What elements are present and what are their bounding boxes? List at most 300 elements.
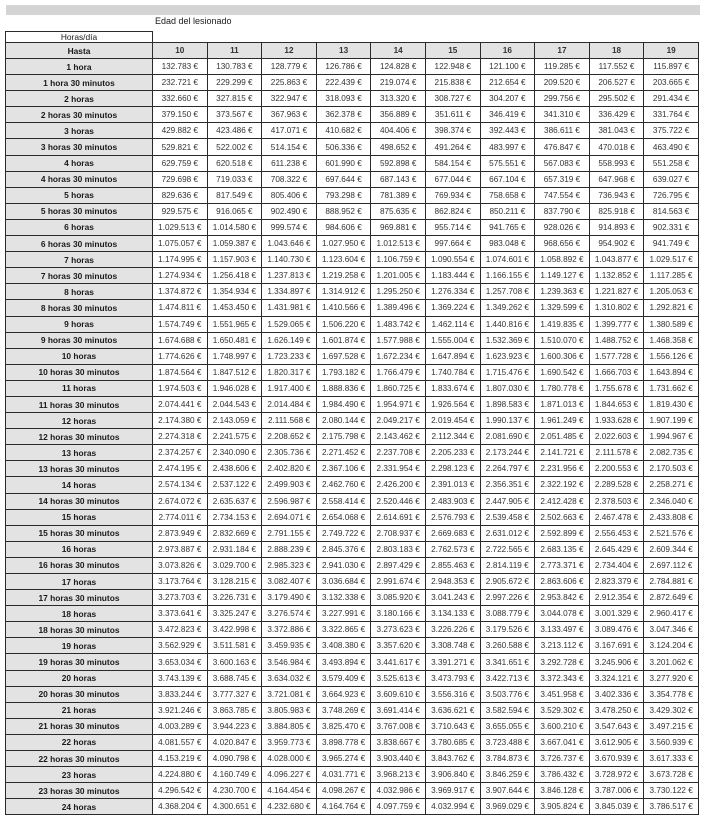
table-cell-amount: 3.721.081 € (262, 686, 317, 702)
table-cell-amount: 4.153.219 € (153, 751, 208, 767)
table-cell-amount: 3.511.581 € (207, 638, 262, 654)
table-row (6, 638, 699, 654)
row-label: 8 horas 30 minutos (6, 300, 153, 316)
table-cell-amount: 817.549 € (207, 187, 262, 203)
table-cell-amount: 2.855.463 € (425, 557, 480, 573)
table-cell-amount: 356.889 € (371, 107, 426, 123)
table-cell-amount: 3.341.651 € (480, 654, 535, 670)
table-cell-amount: 902.331 € (644, 219, 699, 235)
table-cell-amount: 1.276.334 € (425, 284, 480, 300)
table-cell-amount: 346.419 € (480, 107, 535, 123)
table-cell-amount: 222.439 € (316, 75, 371, 91)
row-label: 6 horas 30 minutos (6, 236, 153, 252)
table-cell-amount: 2.051.485 € (535, 429, 590, 445)
table-cell-amount: 3.308.748 € (425, 638, 480, 654)
table-cell-amount: 4.097.759 € (371, 799, 426, 815)
table-cell-amount: 3.691.414 € (371, 702, 426, 718)
table-cell-amount: 955.714 € (425, 219, 480, 235)
table-cell-amount: 1.380.589 € (644, 316, 699, 332)
table-cell-amount: 3.073.826 € (153, 557, 208, 573)
table-row (6, 493, 699, 509)
table-cell-amount: 1.532.369 € (480, 332, 535, 348)
table-cell-amount: 3.579.409 € (316, 670, 371, 686)
table-cell-amount: 1.926.564 € (425, 396, 480, 412)
table-row (6, 364, 699, 380)
table-cell-amount: 1.488.752 € (589, 332, 644, 348)
table-row (6, 187, 699, 203)
table-cell-amount: 1.847.512 € (207, 364, 262, 380)
table-cell-amount: 2.049.217 € (371, 413, 426, 429)
table-cell-amount: 483.997 € (480, 139, 535, 155)
table-cell-amount: 3.780.685 € (425, 734, 480, 750)
row-label: 5 horas (6, 187, 153, 203)
table-cell-amount: 3.088.779 € (480, 606, 535, 622)
table-cell-amount: 2.200.553 € (589, 461, 644, 477)
table-cell-amount: 837.790 € (535, 203, 590, 219)
table-cell-amount: 1.157.903 € (207, 252, 262, 268)
table-cell-amount: 4.098.267 € (316, 783, 371, 799)
table-cell-amount: 336.429 € (589, 107, 644, 123)
row-label: 10 horas 30 minutos (6, 364, 153, 380)
table-cell-amount: 2.208.652 € (262, 429, 317, 445)
table-cell-amount: 2.499.903 € (262, 477, 317, 493)
table-cell-amount: 747.554 € (535, 187, 590, 203)
table-cell-amount: 2.774.011 € (153, 509, 208, 525)
corner-header-row (6, 32, 699, 43)
table-cell-amount: 3.372.343 € (535, 670, 590, 686)
table-cell-amount: 3.245.906 € (589, 654, 644, 670)
table-cell-amount: 2.019.454 € (425, 413, 480, 429)
row-label: 9 horas (6, 316, 153, 332)
table-cell-amount: 2.645.429 € (589, 541, 644, 557)
table-cell-amount: 3.833.244 € (153, 686, 208, 702)
table-cell-amount: 2.467.478 € (589, 509, 644, 525)
table-cell-amount: 3.036.684 € (316, 574, 371, 590)
table-cell-amount: 3.391.271 € (425, 654, 480, 670)
table-cell-amount: 327.815 € (207, 91, 262, 107)
row-label: 14 horas (6, 477, 153, 493)
table-cell-amount: 4.164.454 € (262, 783, 317, 799)
table-cell-amount: 203.665 € (644, 75, 699, 91)
table-cell-amount: 2.322.192 € (535, 477, 590, 493)
table-cell-amount: 3.322.865 € (316, 622, 371, 638)
table-cell-amount: 888.952 € (316, 203, 371, 219)
table-cell-amount: 1.755.678 € (589, 380, 644, 396)
table-cell-amount: 3.968.213 € (371, 767, 426, 783)
table-cell-amount: 1.132.852 € (589, 268, 644, 284)
table-cell-amount: 1.623.923 € (480, 348, 535, 364)
row-label: 12 horas (6, 413, 153, 429)
table-cell-amount: 206.527 € (589, 75, 644, 91)
table-cell-amount: 3.525.613 € (371, 670, 426, 686)
table-cell-amount: 3.670.939 € (589, 751, 644, 767)
table-cell-amount: 1.601.874 € (316, 332, 371, 348)
table-cell-amount: 2.462.760 € (316, 477, 371, 493)
table-cell-amount: 3.226.731 € (207, 590, 262, 606)
table-cell-amount: 3.503.776 € (480, 686, 535, 702)
table-cell-amount: 3.478.250 € (589, 702, 644, 718)
table-row (6, 718, 699, 734)
table-cell-amount: 1.014.580 € (207, 219, 262, 235)
table-cell-amount: 3.429.302 € (644, 702, 699, 718)
table-cell-amount: 611.238 € (262, 155, 317, 171)
table-row (6, 525, 699, 541)
table-cell-amount: 2.784.881 € (644, 574, 699, 590)
row-label: 11 horas 30 minutos (6, 396, 153, 412)
table-cell-amount: 1.974.503 € (153, 380, 208, 396)
table-cell-amount: 3.906.840 € (425, 767, 480, 783)
table-cell-amount: 4.232.680 € (262, 799, 317, 815)
table-cell-amount: 3.134.133 € (425, 606, 480, 622)
table-row (6, 236, 699, 252)
row-label: 14 horas 30 minutos (6, 493, 153, 509)
table-cell-amount: 997.664 € (425, 236, 480, 252)
table-row (6, 590, 699, 606)
table-cell-amount: 1.239.363 € (535, 284, 590, 300)
table-row (6, 139, 699, 155)
table-cell-amount: 1.994.967 € (644, 429, 699, 445)
table-row (6, 654, 699, 670)
table-cell-amount: 1.506.220 € (316, 316, 371, 332)
row-label: 4 horas 30 minutos (6, 171, 153, 187)
table-cell-amount: 2.237.708 € (371, 445, 426, 461)
table-cell-amount: 2.537.122 € (207, 477, 262, 493)
table-cell-amount: 1.201.005 € (371, 268, 426, 284)
table-row (6, 622, 699, 638)
table-cell-amount: 373.567 € (207, 107, 262, 123)
table-cell-amount: 2.412.428 € (535, 493, 590, 509)
row-label: 3 horas (6, 123, 153, 139)
table-cell-amount: 2.905.672 € (480, 574, 535, 590)
table-cell-amount: 793.298 € (316, 187, 371, 203)
column-header-age: 17 (535, 43, 590, 59)
table-cell-amount: 3.451.958 € (535, 686, 590, 702)
table-cell-amount: 2.289.528 € (589, 477, 644, 493)
table-cell-amount: 229.299 € (207, 75, 262, 91)
table-cell-amount: 814.563 € (644, 203, 699, 219)
table-cell-amount: 726.795 € (644, 187, 699, 203)
header-banner (6, 5, 700, 15)
table-cell-amount: 1.820.317 € (262, 364, 317, 380)
table-cell-amount: 2.340.090 € (207, 445, 262, 461)
table-cell-amount: 3.843.762 € (425, 751, 480, 767)
table-cell-amount: 2.635.637 € (207, 493, 262, 509)
table-cell-amount: 3.634.032 € (262, 670, 317, 686)
table-cell-amount: 1.577.988 € (371, 332, 426, 348)
table-cell-amount: 758.658 € (480, 187, 535, 203)
table-cell-amount: 3.226.226 € (425, 622, 480, 638)
table-cell-amount: 506.336 € (316, 139, 371, 155)
table-cell-amount: 1.933.628 € (589, 413, 644, 429)
table-row (6, 541, 699, 557)
table-cell-amount: 2.271.452 € (316, 445, 371, 461)
table-cell-amount: 322.947 € (262, 91, 317, 107)
row-label: 23 horas 30 minutos (6, 783, 153, 799)
table-cell-amount: 825.918 € (589, 203, 644, 219)
table-cell-amount: 1.819.430 € (644, 396, 699, 412)
table-cell-amount: 2.973.887 € (153, 541, 208, 557)
table-cell-amount: 3.838.667 € (371, 734, 426, 750)
table-cell-amount: 1.731.662 € (644, 380, 699, 396)
table-cell-amount: 132.783 € (153, 59, 208, 75)
table-cell-amount: 2.888.239 € (262, 541, 317, 557)
table-cell-amount: 1.577.728 € (589, 348, 644, 364)
table-cell-amount: 902.490 € (262, 203, 317, 219)
table-cell-amount: 1.029.517 € (644, 252, 699, 268)
row-header-label: Hasta (6, 43, 153, 59)
table-cell-amount: 3.292.728 € (535, 654, 590, 670)
table-cell-amount: 4.164.764 € (316, 799, 371, 815)
table-cell-amount: 3.969.917 € (425, 783, 480, 799)
row-label: 15 horas (6, 509, 153, 525)
table-cell-amount: 1.961.249 € (535, 413, 590, 429)
table-cell-amount: 2.433.808 € (644, 509, 699, 525)
table-cell-amount: 1.012.513 € (371, 236, 426, 252)
table-row (6, 783, 699, 799)
row-label: 11 horas (6, 380, 153, 396)
table-cell-amount: 1.715.476 € (480, 364, 535, 380)
corner-spacer (153, 32, 699, 43)
table-cell-amount: 575.551 € (480, 155, 535, 171)
table-cell-amount: 3.459.935 € (262, 638, 317, 654)
table-cell-amount: 2.014.484 € (262, 396, 317, 412)
table-cell-amount: 4.224.880 € (153, 767, 208, 783)
table-cell-amount: 719.033 € (207, 171, 262, 187)
table-cell-amount: 1.666.703 € (589, 364, 644, 380)
table-cell-amount: 386.611 € (535, 123, 590, 139)
row-label: 21 horas 30 minutos (6, 718, 153, 734)
table-cell-amount: 2.609.344 € (644, 541, 699, 557)
table-cell-amount: 3.617.333 € (644, 751, 699, 767)
row-label: 5 horas 30 minutos (6, 203, 153, 219)
table-cell-amount: 2.832.669 € (207, 525, 262, 541)
table-cell-amount: 657.319 € (535, 171, 590, 187)
table-cell-amount: 2.170.503 € (644, 461, 699, 477)
table-cell-amount: 3.132.338 € (316, 590, 371, 606)
table-cell-amount: 3.354.778 € (644, 686, 699, 702)
table-cell-amount: 3.786.517 € (644, 799, 699, 815)
table-cell-amount: 3.029.700 € (207, 557, 262, 573)
table-row (6, 574, 699, 590)
table-cell-amount: 331.764 € (644, 107, 699, 123)
table-cell-amount: 1.860.725 € (371, 380, 426, 396)
row-label: 13 horas 30 minutos (6, 461, 153, 477)
table-cell-amount: 1.166.155 € (480, 268, 535, 284)
row-label: 17 horas (6, 574, 153, 590)
table-cell-amount: 3.805.983 € (262, 702, 317, 718)
table-cell-amount: 1.468.358 € (644, 332, 699, 348)
table-cell-amount: 3.863.785 € (207, 702, 262, 718)
table-cell-amount: 398.374 € (425, 123, 480, 139)
table-cell-amount: 1.310.802 € (589, 300, 644, 316)
row-label: 21 horas (6, 702, 153, 718)
table-cell-amount: 1.205.053 € (644, 284, 699, 300)
table-cell-amount: 2.298.123 € (425, 461, 480, 477)
table-row (6, 171, 699, 187)
table-cell-amount: 968.656 € (535, 236, 590, 252)
row-label: 6 horas (6, 219, 153, 235)
row-label: 7 horas 30 minutos (6, 268, 153, 284)
table-cell-amount: 2.873.949 € (153, 525, 208, 541)
table-row (6, 445, 699, 461)
table-cell-amount: 2.539.458 € (480, 509, 535, 525)
table-cell-amount: 1.257.708 € (480, 284, 535, 300)
table-cell-amount: 1.626.149 € (262, 332, 317, 348)
row-label: 3 horas 30 minutos (6, 139, 153, 155)
table-cell-amount: 729.698 € (153, 171, 208, 187)
table-cell-amount: 2.402.820 € (262, 461, 317, 477)
table-cell-amount: 805.406 € (262, 187, 317, 203)
table-cell-amount: 2.654.068 € (316, 509, 371, 525)
table-cell-amount: 2.997.226 € (480, 590, 535, 606)
column-header-age: 12 (262, 43, 317, 59)
compensation-table (5, 31, 699, 815)
table-cell-amount: 3.560.939 € (644, 734, 699, 750)
row-label: 20 horas 30 minutos (6, 686, 153, 702)
table-cell-amount: 567.083 € (535, 155, 590, 171)
table-cell-amount: 3.959.773 € (262, 734, 317, 750)
table-cell-amount: 3.667.041 € (535, 734, 590, 750)
table-row (6, 477, 699, 493)
column-header-row (6, 43, 699, 59)
table-cell-amount: 954.902 € (589, 236, 644, 252)
row-label: 7 horas (6, 252, 153, 268)
table-cell-amount: 3.277.920 € (644, 670, 699, 686)
table-cell-amount: 551.258 € (644, 155, 699, 171)
table-row (6, 461, 699, 477)
table-cell-amount: 592.898 € (371, 155, 426, 171)
table-cell-amount: 2.081.690 € (480, 429, 535, 445)
table-cell-amount: 2.111.578 € (589, 445, 644, 461)
table-cell-amount: 4.028.000 € (262, 751, 317, 767)
table-cell-amount: 2.823.379 € (589, 574, 644, 590)
table-cell-amount: 379.150 € (153, 107, 208, 123)
table-cell-amount: 3.201.062 € (644, 654, 699, 670)
table-cell-amount: 3.546.984 € (262, 654, 317, 670)
row-label: 1 hora 30 minutos (6, 75, 153, 91)
table-cell-amount: 2.694.071 € (262, 509, 317, 525)
table-cell-amount: 3.723.488 € (480, 734, 535, 750)
table-cell-amount: 117.552 € (589, 59, 644, 75)
table-cell-amount: 2.863.606 € (535, 574, 590, 590)
table-cell-amount: 1.748.997 € (207, 348, 262, 364)
table-cell-amount: 2.897.429 € (371, 557, 426, 573)
table-row (6, 686, 699, 702)
table-cell-amount: 1.510.070 € (535, 332, 590, 348)
table-cell-amount: 3.372.886 € (262, 622, 317, 638)
table-cell-amount: 983.048 € (480, 236, 535, 252)
table-cell-amount: 629.759 € (153, 155, 208, 171)
table-cell-amount: 1.440.816 € (480, 316, 535, 332)
table-cell-amount: 1.027.950 € (316, 236, 371, 252)
table-cell-amount: 476.847 € (535, 139, 590, 155)
table-cell-amount: 1.389.496 € (371, 300, 426, 316)
table-cell-amount: 2.614.691 € (371, 509, 426, 525)
table-cell-amount: 3.728.972 € (589, 767, 644, 783)
table-cell-amount: 3.167.691 € (589, 638, 644, 654)
table-cell-amount: 2.074.441 € (153, 396, 208, 412)
table-cell-amount: 3.726.737 € (535, 751, 590, 767)
table-cell-amount: 1.600.306 € (535, 348, 590, 364)
table-cell-amount: 1.690.542 € (535, 364, 590, 380)
table-cell-amount: 3.969.029 € (480, 799, 535, 815)
table-cell-amount: 3.124.204 € (644, 638, 699, 654)
table-cell-amount: 1.058.892 € (535, 252, 590, 268)
table-cell-amount: 215.838 € (425, 75, 480, 91)
table-cell-amount: 2.305.736 € (262, 445, 317, 461)
table-cell-amount: 769.934 € (425, 187, 480, 203)
table-cell-amount: 3.600.210 € (535, 718, 590, 734)
table-cell-amount: 3.273.703 € (153, 590, 208, 606)
table-cell-amount: 2.596.987 € (262, 493, 317, 509)
row-label: 10 horas (6, 348, 153, 364)
table-cell-amount: 850.211 € (480, 203, 535, 219)
table-cell-amount: 1.898.583 € (480, 396, 535, 412)
table-cell-amount: 1.474.811 € (153, 300, 208, 316)
table-cell-amount: 3.786.432 € (535, 767, 590, 783)
table-cell-amount: 3.213.112 € (535, 638, 590, 654)
table-cell-amount: 375.722 € (644, 123, 699, 139)
table-row (6, 380, 699, 396)
table-cell-amount: 647.968 € (589, 171, 644, 187)
row-label: 2 horas (6, 91, 153, 107)
table-row (6, 284, 699, 300)
table-cell-amount: 514.154 € (262, 139, 317, 155)
table-cell-amount: 429.882 € (153, 123, 208, 139)
table-cell-amount: 2.749.722 € (316, 525, 371, 541)
table-cell-amount: 4.160.749 € (207, 767, 262, 783)
table-row (6, 751, 699, 767)
table-cell-amount: 2.803.183 € (371, 541, 426, 557)
table-cell-amount: 3.907.644 € (480, 783, 535, 799)
table-cell-amount: 1.149.127 € (535, 268, 590, 284)
table-cell-amount: 4.230.700 € (207, 783, 262, 799)
table-cell-amount: 2.521.576 € (644, 525, 699, 541)
table-cell-amount: 2.669.683 € (425, 525, 480, 541)
table-cell-amount: 417.071 € (262, 123, 317, 139)
table-cell-amount: 1.295.250 € (371, 284, 426, 300)
table-row (6, 396, 699, 412)
table-cell-amount: 1.314.912 € (316, 284, 371, 300)
table-cell-amount: 3.609.610 € (371, 686, 426, 702)
table-cell-amount: 3.273.623 € (371, 622, 426, 638)
table-cell-amount: 999.574 € (262, 219, 317, 235)
column-header-age: 16 (480, 43, 535, 59)
table-row (6, 107, 699, 123)
table-cell-amount: 291.434 € (644, 91, 699, 107)
table-cell-amount: 3.612.905 € (589, 734, 644, 750)
table-cell-amount: 2.258.271 € (644, 477, 699, 493)
table-cell-amount: 3.600.163 € (207, 654, 262, 670)
table-cell-amount: 3.547.643 € (589, 718, 644, 734)
table-cell-amount: 2.762.573 € (425, 541, 480, 557)
table-row (6, 75, 699, 91)
table-cell-amount: 130.783 € (207, 59, 262, 75)
table-cell-amount: 1.954.971 € (371, 396, 426, 412)
table-cell-amount: 1.043.877 € (589, 252, 644, 268)
table-cell-amount: 4.032.994 € (425, 799, 480, 815)
table-cell-amount: 1.766.479 € (371, 364, 426, 380)
table-cell-amount: 1.946.028 € (207, 380, 262, 396)
table-cell-amount: 1.369.224 € (425, 300, 480, 316)
table-cell-amount: 1.723.233 € (262, 348, 317, 364)
table-cell-amount: 2.241.575 € (207, 429, 262, 445)
table-cell-amount: 1.555.004 € (425, 332, 480, 348)
table-cell-amount: 1.551.965 € (207, 316, 262, 332)
row-label: 4 horas (6, 155, 153, 171)
table-cell-amount: 2.374.257 € (153, 445, 208, 461)
table-cell-amount: 124.828 € (371, 59, 426, 75)
